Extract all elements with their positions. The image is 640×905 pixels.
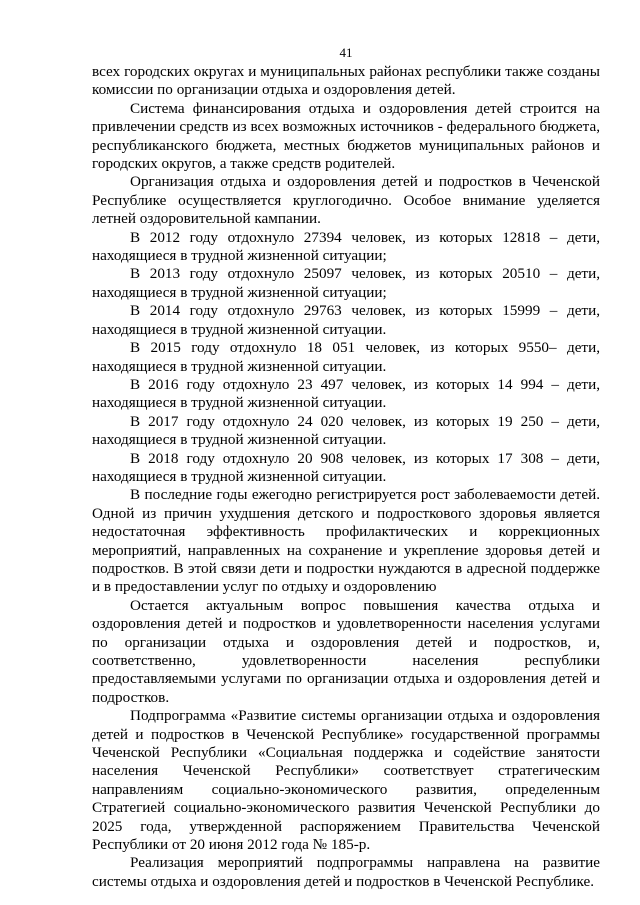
paragraph-quality: Остается актуальным вопрос повышения качества отдыха и оздоровления детей и подростков и удовлетворенности населения услугами по организации отдыха и оздоровления детей и подростков, и, соответственно, удовлетворенности населения республики предоставляемыми услугами по организации отдыха и оздоровления детей и подростков. bbox=[92, 596, 600, 706]
paragraph-continuation: всех городских округах и муниципальных районах республики также созданы комиссии по организации отдыха и оздоровления детей. bbox=[92, 63, 600, 99]
paragraph-year-2014: В 2014 году отдохнуло 29763 человек, из которых 15999 – дети, находящиеся в трудной жизненной ситуации. bbox=[92, 302, 600, 338]
paragraph-subprogram: Подпрограмма «Развитие системы организации отдыха и оздоровления детей и подростков в Чеченской Республике» государственной программы Чеченской Республики «Социальная поддержка и содействие занятости населения Чеченской Республики» соответствует стратегическим направлениям социально-экономического развития, определенным Стратегией социально-экономического развития Чеченской Республики до 2025 года, утвержденной распоряжением Правительства Чеченской Республики от 20 июня 2012 года № 185-р. bbox=[92, 707, 600, 854]
paragraph-year-2013: В 2013 году отдохнуло 25097 человек, из которых 20510 – дети, находящиеся в трудной жизненной ситуации; bbox=[92, 265, 600, 301]
paragraph-year-2016: В 2016 году отдохнуло 23 497 человек, из которых 14 994 – дети, находящиеся в трудной жизненной ситуации. bbox=[92, 375, 600, 412]
page-number: 41 bbox=[339, 45, 353, 60]
paragraph-year-2017: В 2017 году отдохнуло 24 020 человек, из которых 19 250 – дети, находящиеся в трудной жизненной ситуации. bbox=[92, 412, 600, 449]
paragraph-year-2018: В 2018 году отдохнуло 20 908 человек, из которых 17 308 – дети, находящиеся в трудной жизненной ситуации. bbox=[92, 449, 600, 485]
paragraph-morbidity: В последние годы ежегодно регистрируется рост заболеваемости детей. Одной из причин ухудшения детского и подросткового здоровья является недостаточная эффективность профилактических и коррекционных мероприятий, направленных на сохранение и укрепление здоровья детей и подростков. В этой связи дети и подростки нуждаются в адресной поддержке и в предоставлении услуг по отдыху и оздоровлению bbox=[92, 486, 600, 596]
document-page bbox=[92, 46, 600, 891]
paragraph-financing: Система финансирования отдыха и оздоровления детей строится на привлечении средств из всех возможных источников - федерального бюджета, республиканского бюджета, местных бюджетов муниципальных районов и городских округов, а также средств родителей. bbox=[92, 99, 600, 173]
paragraph-year-2015: В 2015 году отдохнуло 18 051 человек, из которых 9550– дети, находящиеся в трудной жизненной ситуации. bbox=[92, 339, 600, 375]
paragraph-year-2012: В 2012 году отдохнуло 27394 человек, из которых 12818 – дети, находящиеся в трудной жизненной ситуации; bbox=[92, 228, 600, 265]
paragraph-organization: Организация отдыха и оздоровления детей и подростков в Чеченской Республике осуществляется круглогодично. Особое внимание уделяется летней оздоровительной кампании. bbox=[92, 173, 600, 228]
paragraph-implementation: Реализация мероприятий подпрограммы направлена на развитие системы отдыха и оздоровления детей и подростков в Чеченской Республике. bbox=[92, 854, 600, 890]
